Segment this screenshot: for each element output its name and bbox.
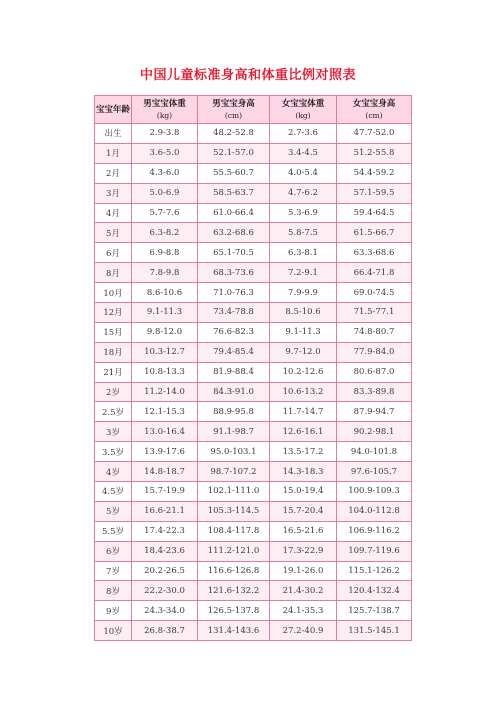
value-cell: 2.7-3.6 — [270, 124, 337, 144]
value-cell: 6.3-8.1 — [270, 243, 337, 263]
value-cell: 71.5-77.1 — [337, 303, 412, 323]
value-cell: 84.3-91.0 — [198, 382, 270, 402]
value-cell: 9.8-12.0 — [132, 322, 198, 342]
value-cell: 48.2-52.8 — [198, 124, 270, 144]
value-cell: 121.6-132.2 — [198, 581, 270, 601]
age-cell: 9岁 — [95, 601, 132, 621]
value-cell: 12.6-16.1 — [270, 422, 337, 442]
column-header-unit: (cm) — [224, 110, 243, 120]
value-cell: 54.4-59.2 — [337, 163, 412, 183]
value-cell: 76.6-82.3 — [198, 322, 270, 342]
column-header-label: 宝宝年龄 — [95, 104, 130, 115]
table-row — [95, 462, 412, 482]
header-row — [95, 96, 412, 124]
value-cell: 15.7-19.9 — [132, 482, 198, 502]
age-cell: 6岁 — [95, 541, 132, 561]
value-cell: 108.4-117.8 — [198, 521, 270, 541]
value-cell: 65.1-70.5 — [198, 243, 270, 263]
value-cell: 3.4-4.5 — [270, 143, 337, 163]
value-cell: 102.1-111.0 — [198, 482, 270, 502]
column-header — [95, 96, 132, 124]
column-header-label: 男宝宝体重 — [143, 98, 186, 109]
table-row — [95, 283, 412, 303]
value-cell: 105.3-114.5 — [198, 501, 270, 521]
age-cell: 3岁 — [95, 422, 132, 442]
age-cell: 4岁 — [95, 462, 132, 482]
age-cell: 4.5岁 — [95, 482, 132, 502]
value-cell: 6.3-8.2 — [132, 223, 198, 243]
value-cell: 95.0-103.1 — [198, 442, 270, 462]
value-cell: 90.2-98.1 — [337, 422, 412, 442]
value-cell: 52.1-57.0 — [198, 143, 270, 163]
value-cell: 80.6-87.0 — [337, 362, 412, 382]
value-cell: 57.1-59.5 — [337, 183, 412, 203]
table-row — [95, 382, 412, 402]
value-cell: 59.4-64.5 — [337, 203, 412, 223]
value-cell: 14.8-18.7 — [132, 462, 198, 482]
age-cell: 8月 — [95, 263, 132, 283]
value-cell: 18.4-23.6 — [132, 541, 198, 561]
column-header — [132, 96, 198, 124]
table-row — [95, 561, 412, 581]
value-cell: 3.6-5.0 — [132, 143, 198, 163]
value-cell: 83.3-89.8 — [337, 382, 412, 402]
age-cell: 3.5岁 — [95, 442, 132, 462]
age-cell: 出生 — [95, 124, 132, 144]
column-header-unit: (kg) — [295, 110, 311, 120]
table-row — [95, 422, 412, 442]
value-cell: 10.2-12.6 — [270, 362, 337, 382]
value-cell: 15.0-19.4 — [270, 482, 337, 502]
age-cell: 4月 — [95, 203, 132, 223]
age-cell: 5.5岁 — [95, 521, 132, 541]
column-header — [270, 96, 337, 124]
value-cell: 63.3-68.6 — [337, 243, 412, 263]
table-header — [95, 96, 412, 124]
age-cell: 21月 — [95, 362, 132, 382]
value-cell: 4.3-6.0 — [132, 163, 198, 183]
value-cell: 21.4-30.2 — [270, 581, 337, 601]
value-cell: 11.7-14.7 — [270, 402, 337, 422]
value-cell: 6.9-8.8 — [132, 243, 198, 263]
value-cell: 2.9-3.8 — [132, 124, 198, 144]
value-cell: 131.5-145.1 — [337, 621, 412, 641]
value-cell: 7.8-9.8 — [132, 263, 198, 283]
value-cell: 91.1-98.7 — [198, 422, 270, 442]
table-row — [95, 362, 412, 382]
table-row — [95, 143, 412, 163]
value-cell: 63.2-68.6 — [198, 223, 270, 243]
age-cell: 15月 — [95, 322, 132, 342]
value-cell: 5.0-6.9 — [132, 183, 198, 203]
age-cell: 2.5岁 — [95, 402, 132, 422]
value-cell: 106.9-116.2 — [337, 521, 412, 541]
table-row — [95, 541, 412, 561]
column-header-label: 女宝宝身高 — [352, 98, 396, 109]
page-title: 中国儿童标准身高和体重比例对照表 — [139, 68, 356, 83]
value-cell: 10.6-13.2 — [270, 382, 337, 402]
table-row — [95, 581, 412, 601]
value-cell: 22.2-30.0 — [132, 581, 198, 601]
table-row — [95, 223, 412, 243]
value-cell: 19.1-26.0 — [270, 561, 337, 581]
value-cell: 61.5-66.7 — [337, 223, 412, 243]
table-row — [95, 482, 412, 502]
value-cell: 87.9-94.7 — [337, 402, 412, 422]
value-cell: 17.3-22.9 — [270, 541, 337, 561]
age-cell: 7岁 — [95, 561, 132, 581]
value-cell: 97.6-105.7 — [337, 462, 412, 482]
table-row — [95, 203, 412, 223]
table-row — [95, 402, 412, 422]
value-cell: 115.1-126.2 — [337, 561, 412, 581]
value-cell: 120.4-132.4 — [337, 581, 412, 601]
value-cell: 17.4-22.3 — [132, 521, 198, 541]
value-cell: 7.9-9.9 — [270, 283, 337, 303]
value-cell: 13.9-17.6 — [132, 442, 198, 462]
table-row — [95, 442, 412, 462]
age-cell: 3月 — [95, 183, 132, 203]
column-header — [337, 96, 412, 124]
value-cell: 13.0-16.4 — [132, 422, 198, 442]
value-cell: 58.5-63.7 — [198, 183, 270, 203]
table-row — [95, 322, 412, 342]
age-cell: 12月 — [95, 303, 132, 323]
table-row — [95, 163, 412, 183]
value-cell: 27.2-40.9 — [270, 621, 337, 641]
value-cell: 24.1-35.3 — [270, 601, 337, 621]
value-cell: 68.3-73.6 — [198, 263, 270, 283]
value-cell: 81.9-88.4 — [198, 362, 270, 382]
table-row — [95, 183, 412, 203]
table-row — [95, 601, 412, 621]
value-cell: 131.4-143.6 — [198, 621, 270, 641]
value-cell: 98.7-107.2 — [198, 462, 270, 482]
column-header-label: 女宝宝体重 — [281, 98, 325, 109]
age-cell: 2岁 — [95, 382, 132, 402]
value-cell: 13.5-17.2 — [270, 442, 337, 462]
age-cell: 5月 — [95, 223, 132, 243]
value-cell: 26.8-38.7 — [132, 621, 198, 641]
value-cell: 66.4-71.8 — [337, 263, 412, 283]
value-cell: 77.9-84.0 — [337, 342, 412, 362]
table-body — [95, 124, 412, 641]
value-cell: 14.3-18.3 — [270, 462, 337, 482]
age-cell: 10月 — [95, 283, 132, 303]
growth-table — [94, 95, 412, 641]
value-cell: 9.7-12.0 — [270, 342, 337, 362]
column-header-label: 男宝宝身高 — [212, 98, 255, 109]
value-cell: 5.7-7.6 — [132, 203, 198, 223]
value-cell: 9.1-11.3 — [132, 303, 198, 323]
value-cell: 5.8-7.5 — [270, 223, 337, 243]
value-cell: 69.0-74.5 — [337, 283, 412, 303]
value-cell: 16.6-21.1 — [132, 501, 198, 521]
value-cell: 20.2-26.5 — [132, 561, 198, 581]
value-cell: 10.8-13.3 — [132, 362, 198, 382]
value-cell: 10.3-12.7 — [132, 342, 198, 362]
value-cell: 4.7-6.2 — [270, 183, 337, 203]
age-cell: 18月 — [95, 342, 132, 362]
value-cell: 94.0-101.8 — [337, 442, 412, 462]
value-cell: 73.4-78.8 — [198, 303, 270, 323]
value-cell: 104.0-112.8 — [337, 501, 412, 521]
age-cell: 1月 — [95, 143, 132, 163]
value-cell: 24.3-34.0 — [132, 601, 198, 621]
value-cell: 8.6-10.6 — [132, 283, 198, 303]
value-cell: 51.2-55.8 — [337, 143, 412, 163]
column-header — [198, 96, 270, 124]
value-cell: 55.5-60.7 — [198, 163, 270, 183]
value-cell: 109.7-119.6 — [337, 541, 412, 561]
table-row — [95, 621, 412, 641]
table-row — [95, 501, 412, 521]
age-cell: 6月 — [95, 243, 132, 263]
age-cell: 10岁 — [95, 621, 132, 641]
value-cell: 100.9-109.3 — [337, 482, 412, 502]
value-cell: 5.3-6.9 — [270, 203, 337, 223]
value-cell: 126.5-137.8 — [198, 601, 270, 621]
value-cell: 15.7-20.4 — [270, 501, 337, 521]
table-row — [95, 263, 412, 283]
value-cell: 74.8-80.7 — [337, 322, 412, 342]
value-cell: 12.1-15.3 — [132, 402, 198, 422]
age-cell: 8岁 — [95, 581, 132, 601]
column-header-unit: (kg) — [156, 110, 173, 120]
value-cell: 4.0-5.4 — [270, 163, 337, 183]
age-cell: 5岁 — [95, 501, 132, 521]
value-cell: 61.0-66.4 — [198, 203, 270, 223]
value-cell: 79.4-85.4 — [198, 342, 270, 362]
value-cell: 16.5-21.6 — [270, 521, 337, 541]
value-cell: 9.1-11.3 — [270, 322, 337, 342]
value-cell: 116.6-126.8 — [198, 561, 270, 581]
table-row — [95, 124, 412, 144]
value-cell: 7.2-9.1 — [270, 263, 337, 283]
value-cell: 47.7-52.0 — [337, 124, 412, 144]
table-row — [95, 521, 412, 541]
value-cell: 71.0-76.3 — [198, 283, 270, 303]
value-cell: 125.7-138.7 — [337, 601, 412, 621]
column-header-unit: (cm) — [365, 110, 383, 120]
table-row — [95, 243, 412, 263]
table-row — [95, 342, 412, 362]
value-cell: 8.5-10.6 — [270, 303, 337, 323]
value-cell: 88.9-95.8 — [198, 402, 270, 422]
age-cell: 2月 — [95, 163, 132, 183]
value-cell: 11.2-14.0 — [132, 382, 198, 402]
value-cell: 111.2-121.0 — [198, 541, 270, 561]
table-row — [95, 303, 412, 323]
